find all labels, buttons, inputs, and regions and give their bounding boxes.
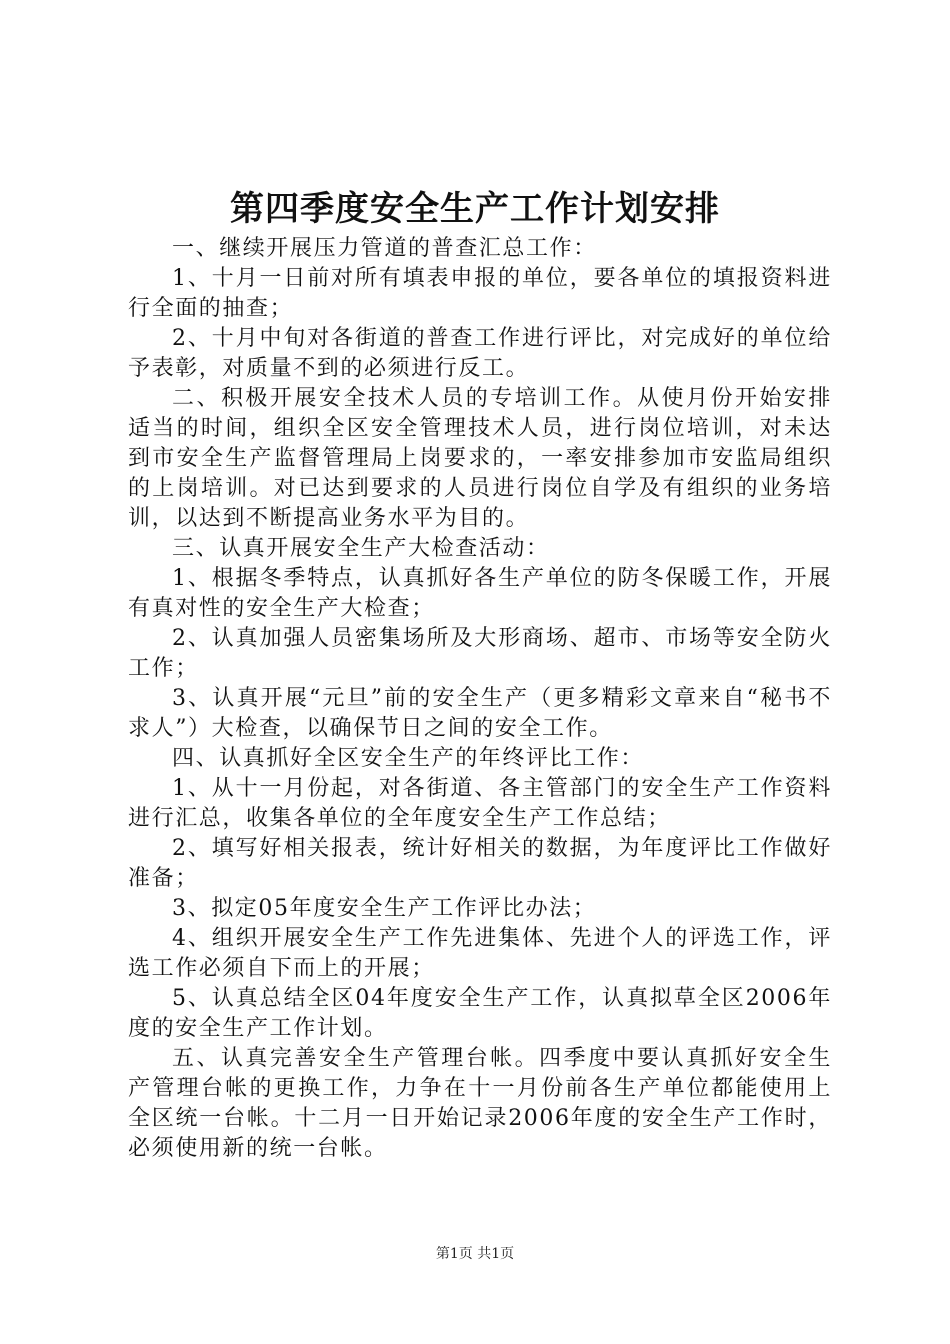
section-heading-5: 五、认真完善安全生产管理台帐。四季度中要认真抓好安全生产管理台帐的更换工作，力争在十一月份前各生产单位都能使用上全区统一台帐。十二月一日开始记录2006年度的安全生产工作时，必须使用新的统一台帐。 [128,1046,832,1161]
document-title: 第四季度安全生产工作计划安排 [230,189,720,229]
paragraph: 1、十月一日前对所有填表申报的单位，要各单位的填报资料进行全面的抽查； [128,266,832,321]
paragraph: 3、拟定05年度安全生产工作评比办法； [172,896,597,921]
document-body [128,234,832,1164]
paragraph: 1、从十一月份起，对各街道、各主管部门的安全生产工作资料进行汇总，收集各单位的全年度安全生产工作总结； [128,776,832,831]
paragraph: 2、十月中旬对各街道的普查工作进行评比，对完成好的单位给予表彰，对质量不到的必须进行反工。 [128,326,832,381]
paragraph: 2、填写好相关报表，统计好相关的数据，为年度评比工作做好准备； [128,836,832,891]
paragraph: 4、组织开展安全生产工作先进集体、先进个人的评选工作，评选工作必须自下而上的开展； [128,926,832,981]
page-footer: 第1页 共1页 [435,1246,515,1262]
paragraph: 2、认真加强人员密集场所及大形商场、超市、市场等安全防火工作； [128,626,832,681]
paragraph: 3、认真开展“元旦”前的安全生产（更多精彩文章来自“秘书不求人”）大检查，以确保节日之间的安全工作。 [128,686,832,741]
paragraph: 1、根据冬季特点，认真抓好各生产单位的防冬保暖工作，开展有真对性的安全生产大检查； [128,566,832,621]
paragraph: 5、认真总结全区04年度安全生产工作，认真拟草全区2006年度的安全生产工作计划。 [128,986,832,1041]
section-heading-4: 四、认真抓好全区安全生产的年终评比工作： [172,746,645,771]
section-heading-2: 二、积极开展安全技术人员的专培训工作。从使月份开始安排适当的时间，组织全区安全管理技术人员，进行岗位培训，对未达到市安全生产监督管理局上岗要求的，一率安排参加市安监局组织的上岗培训。对已达到要求的人员进行岗位自学及有组织的业务培训，以达到不断提高业务水平为目的。 [128,386,832,531]
section-heading-1: 一、继续开展压力管道的普查汇总工作： [172,236,597,261]
section-heading-3: 三、认真开展安全生产大检查活动： [172,536,550,561]
